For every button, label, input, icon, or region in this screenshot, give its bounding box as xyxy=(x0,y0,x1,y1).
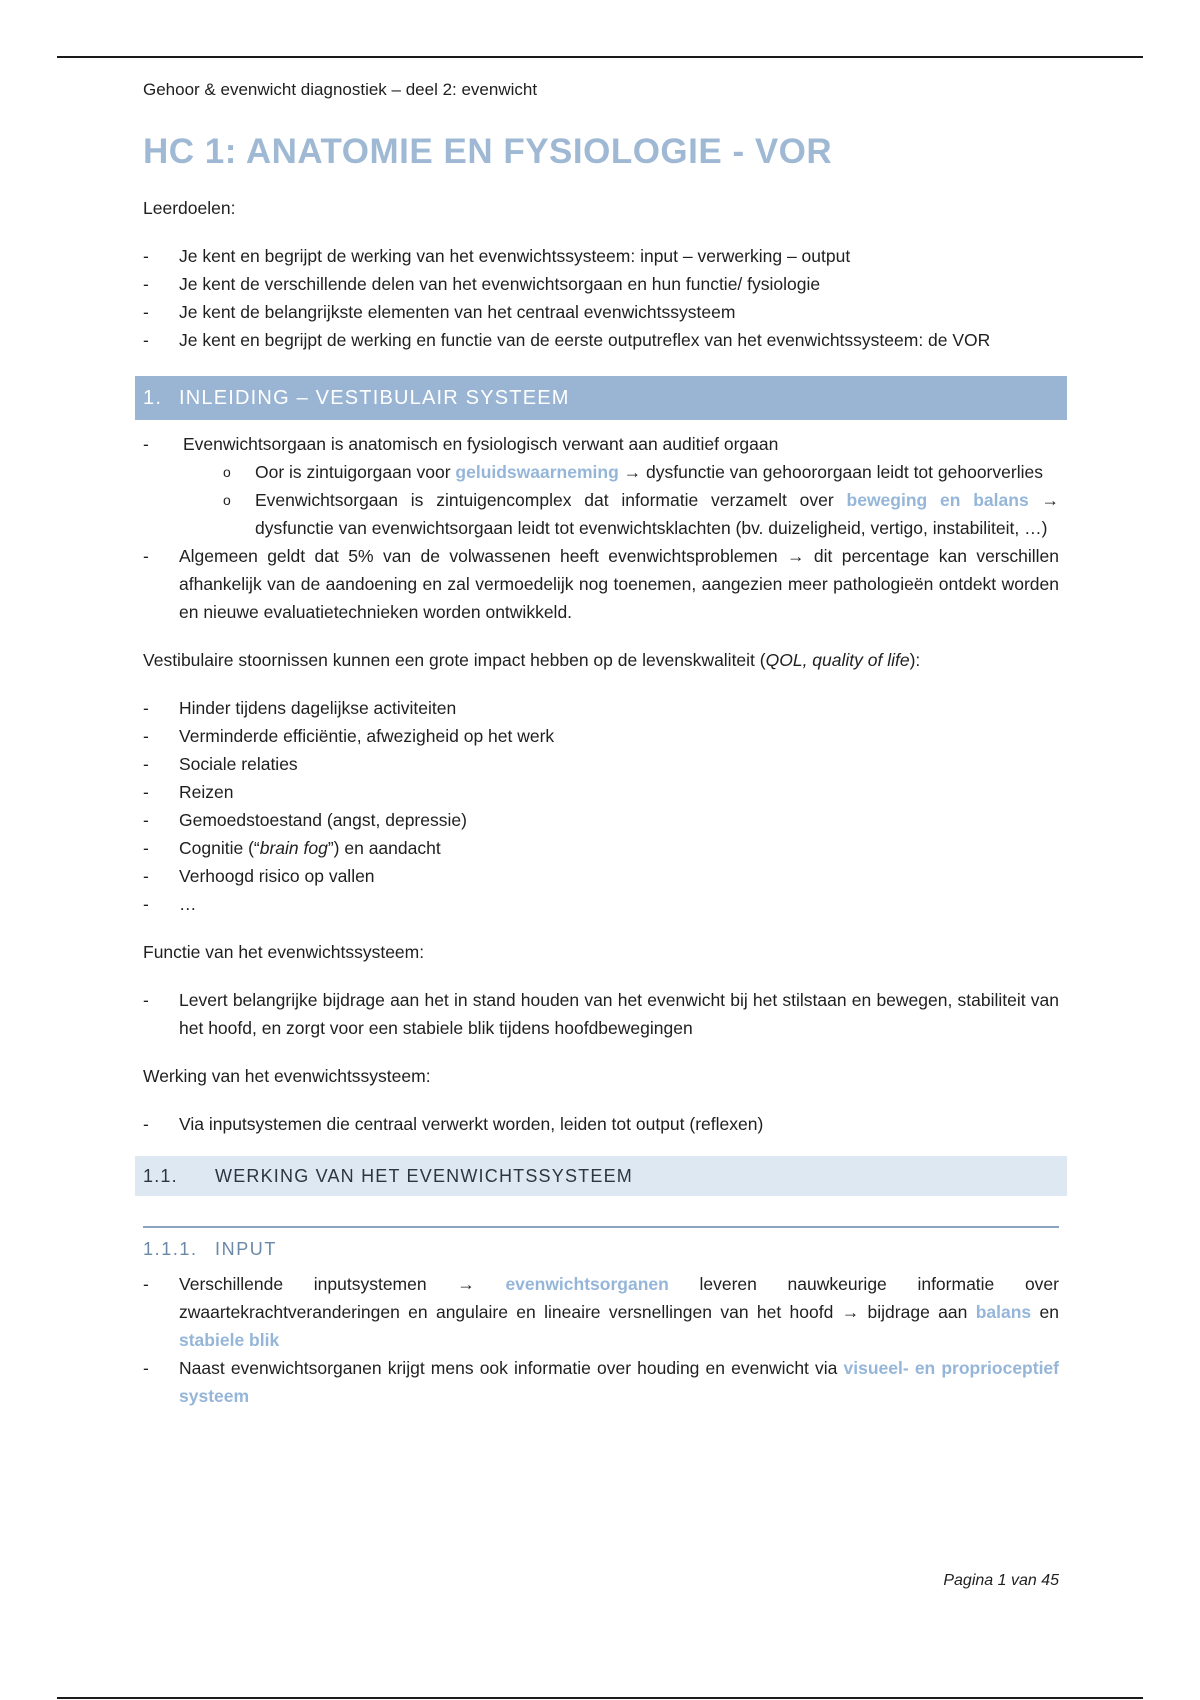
bottom-rule xyxy=(57,1697,1143,1699)
input-list xyxy=(143,1270,1059,1410)
list-item: - Naast evenwichtsorganen krijgt mens ook informatie over houding en evenwicht via visueel- en proprioceptief systeem xyxy=(143,1354,1059,1410)
intro-list xyxy=(143,430,1059,626)
list-item: - Evenwichtsorgaan is anatomisch en fysiologisch verwant aan auditief orgaan o Oor is zintuigorgaan voor geluidswaarneming → dysfunctie van gehoororgaan leidt tot gehoorverlies o Evenwichtsorgaan is zintuigencomplex dat informatie verzamelt over beweging en balans → dysfunctie van evenwichtsorgaan leidt tot evenwichtsklachten (bv. duizeligheid, vertigo, instabiliteit, …) xyxy=(143,430,1059,542)
section-title: WERKING VAN HET EVENWICHTSSYSTEEM xyxy=(215,1166,633,1186)
list-item: - Levert belangrijke bijdrage aan het in stand houden van het evenwicht bij het stilstaan en bewegen, stabiliteit van het hoofd, en zorgt voor een stabiele blik tijdens hoofdbewegingen xyxy=(143,986,1059,1042)
list-item: - Je kent en begrijpt de werking van het evenwichtssysteem: input – verwerking – output xyxy=(143,242,1059,270)
section-heading-1 xyxy=(135,376,1067,420)
function-label: Functie van het evenwichtssysteem: xyxy=(143,942,425,962)
list-item: o Oor is zintuigorgaan voor geluidswaarneming → dysfunctie van gehoororgaan leidt tot gehoorverlies xyxy=(219,458,1059,486)
highlight: stabiele blik xyxy=(179,1330,280,1350)
list-item: - Gemoedstoestand (angst, depressie) xyxy=(143,806,1059,834)
list-item: - Je kent de belangrijkste elementen van het centraal evenwichtssysteem xyxy=(143,298,1059,326)
working-list xyxy=(143,1110,1059,1138)
running-header: Gehoor & evenwicht diagnostiek – deel 2: evenwicht xyxy=(143,80,538,99)
section-heading-1-1-1 xyxy=(143,1226,1059,1264)
list-item: - Via inputsystemen die centraal verwerkt worden, leiden tot output (reflexen) xyxy=(143,1110,1059,1138)
list-item: - Hinder tijdens dagelijkse activiteiten xyxy=(143,694,1059,722)
sublist xyxy=(179,458,1059,542)
highlight: balans xyxy=(975,1302,1032,1322)
arrow-icon: → xyxy=(841,1302,860,1322)
qol-paragraph: Vestibulaire stoornissen kunnen een grote impact hebben op de levenskwaliteit (QOL, quality of life): xyxy=(143,650,921,670)
page-number: Pagina 1 van 45 xyxy=(943,1572,1059,1589)
document-page xyxy=(143,80,1059,1410)
highlight: visueel- en proprioceptief systeem xyxy=(179,1358,1059,1406)
highlight: evenwichtsorganen xyxy=(505,1274,669,1294)
list-item: - Verminderde efficiëntie, afwezigheid op het werk xyxy=(143,722,1059,750)
list-item: - Cognitie (“brain fog”) en aandacht xyxy=(143,834,1059,862)
objectives-list xyxy=(143,242,1059,354)
impact-list xyxy=(143,694,1059,918)
list-item: - Verschillende inputsystemen → evenwichtsorganen leveren nauwkeurige informatie over zwaartekrachtveranderingen en angulaire en lineaire versnellingen van het hoofd → bijdrage aan balans en stabiele blik xyxy=(143,1270,1059,1354)
highlight: beweging en balans xyxy=(846,490,1029,510)
section-heading-1-1 xyxy=(135,1156,1067,1196)
objectives-label: Leerdoelen: xyxy=(143,198,236,218)
list-item: o Evenwichtsorgaan is zintuigencomplex dat informatie verzamelt over beweging en balans → dysfunctie van evenwichtsorgaan leidt tot evenwichtsklachten (bv. duizeligheid, vertigo, instabiliteit, …) xyxy=(219,486,1059,542)
arrow-icon: → xyxy=(457,1274,475,1294)
section-number: 1.1. xyxy=(143,1166,178,1186)
function-list xyxy=(143,986,1059,1042)
arrow-icon: → xyxy=(786,546,805,566)
list-item: - Verhoogd risico op vallen xyxy=(143,862,1059,890)
list-item: - Je kent en begrijpt de werking en functie van de eerste outputreflex van het evenwichtssysteem: de VOR xyxy=(143,326,1059,354)
list-item: - … xyxy=(143,890,1059,918)
section-title: INPUT xyxy=(215,1239,277,1259)
section-title: INLEIDING – VESTIBULAIR SYSTEEM xyxy=(179,387,570,409)
list-item: - Reizen xyxy=(143,778,1059,806)
list-item: - Sociale relaties xyxy=(143,750,1059,778)
top-rule xyxy=(57,56,1143,58)
highlight: geluidswaarneming xyxy=(455,462,619,482)
section-number: 1. xyxy=(143,387,163,409)
list-item: - Je kent de verschillende delen van het evenwichtsorgaan en hun functie/ fysiologie xyxy=(143,270,1059,298)
working-label: Werking van het evenwichtssysteem: xyxy=(143,1066,431,1086)
page-title: HC 1: ANATOMIE EN FYSIOLOGIE - VOR xyxy=(143,132,833,171)
list-item: - Algemeen geldt dat 5% van de volwassenen heeft evenwichtsproblemen → dit percentage kan verschillen afhankelijk van de aandoening en zal vermoedelijk nog toenemen, aangezien meer pathologieën ontdekt worden en nieuwe evaluatietechnieken worden ontwikkeld. xyxy=(143,542,1059,626)
section-number: 1.1.1. xyxy=(143,1239,198,1259)
arrow-icon: → xyxy=(1041,490,1059,510)
arrow-icon: → xyxy=(623,462,642,482)
